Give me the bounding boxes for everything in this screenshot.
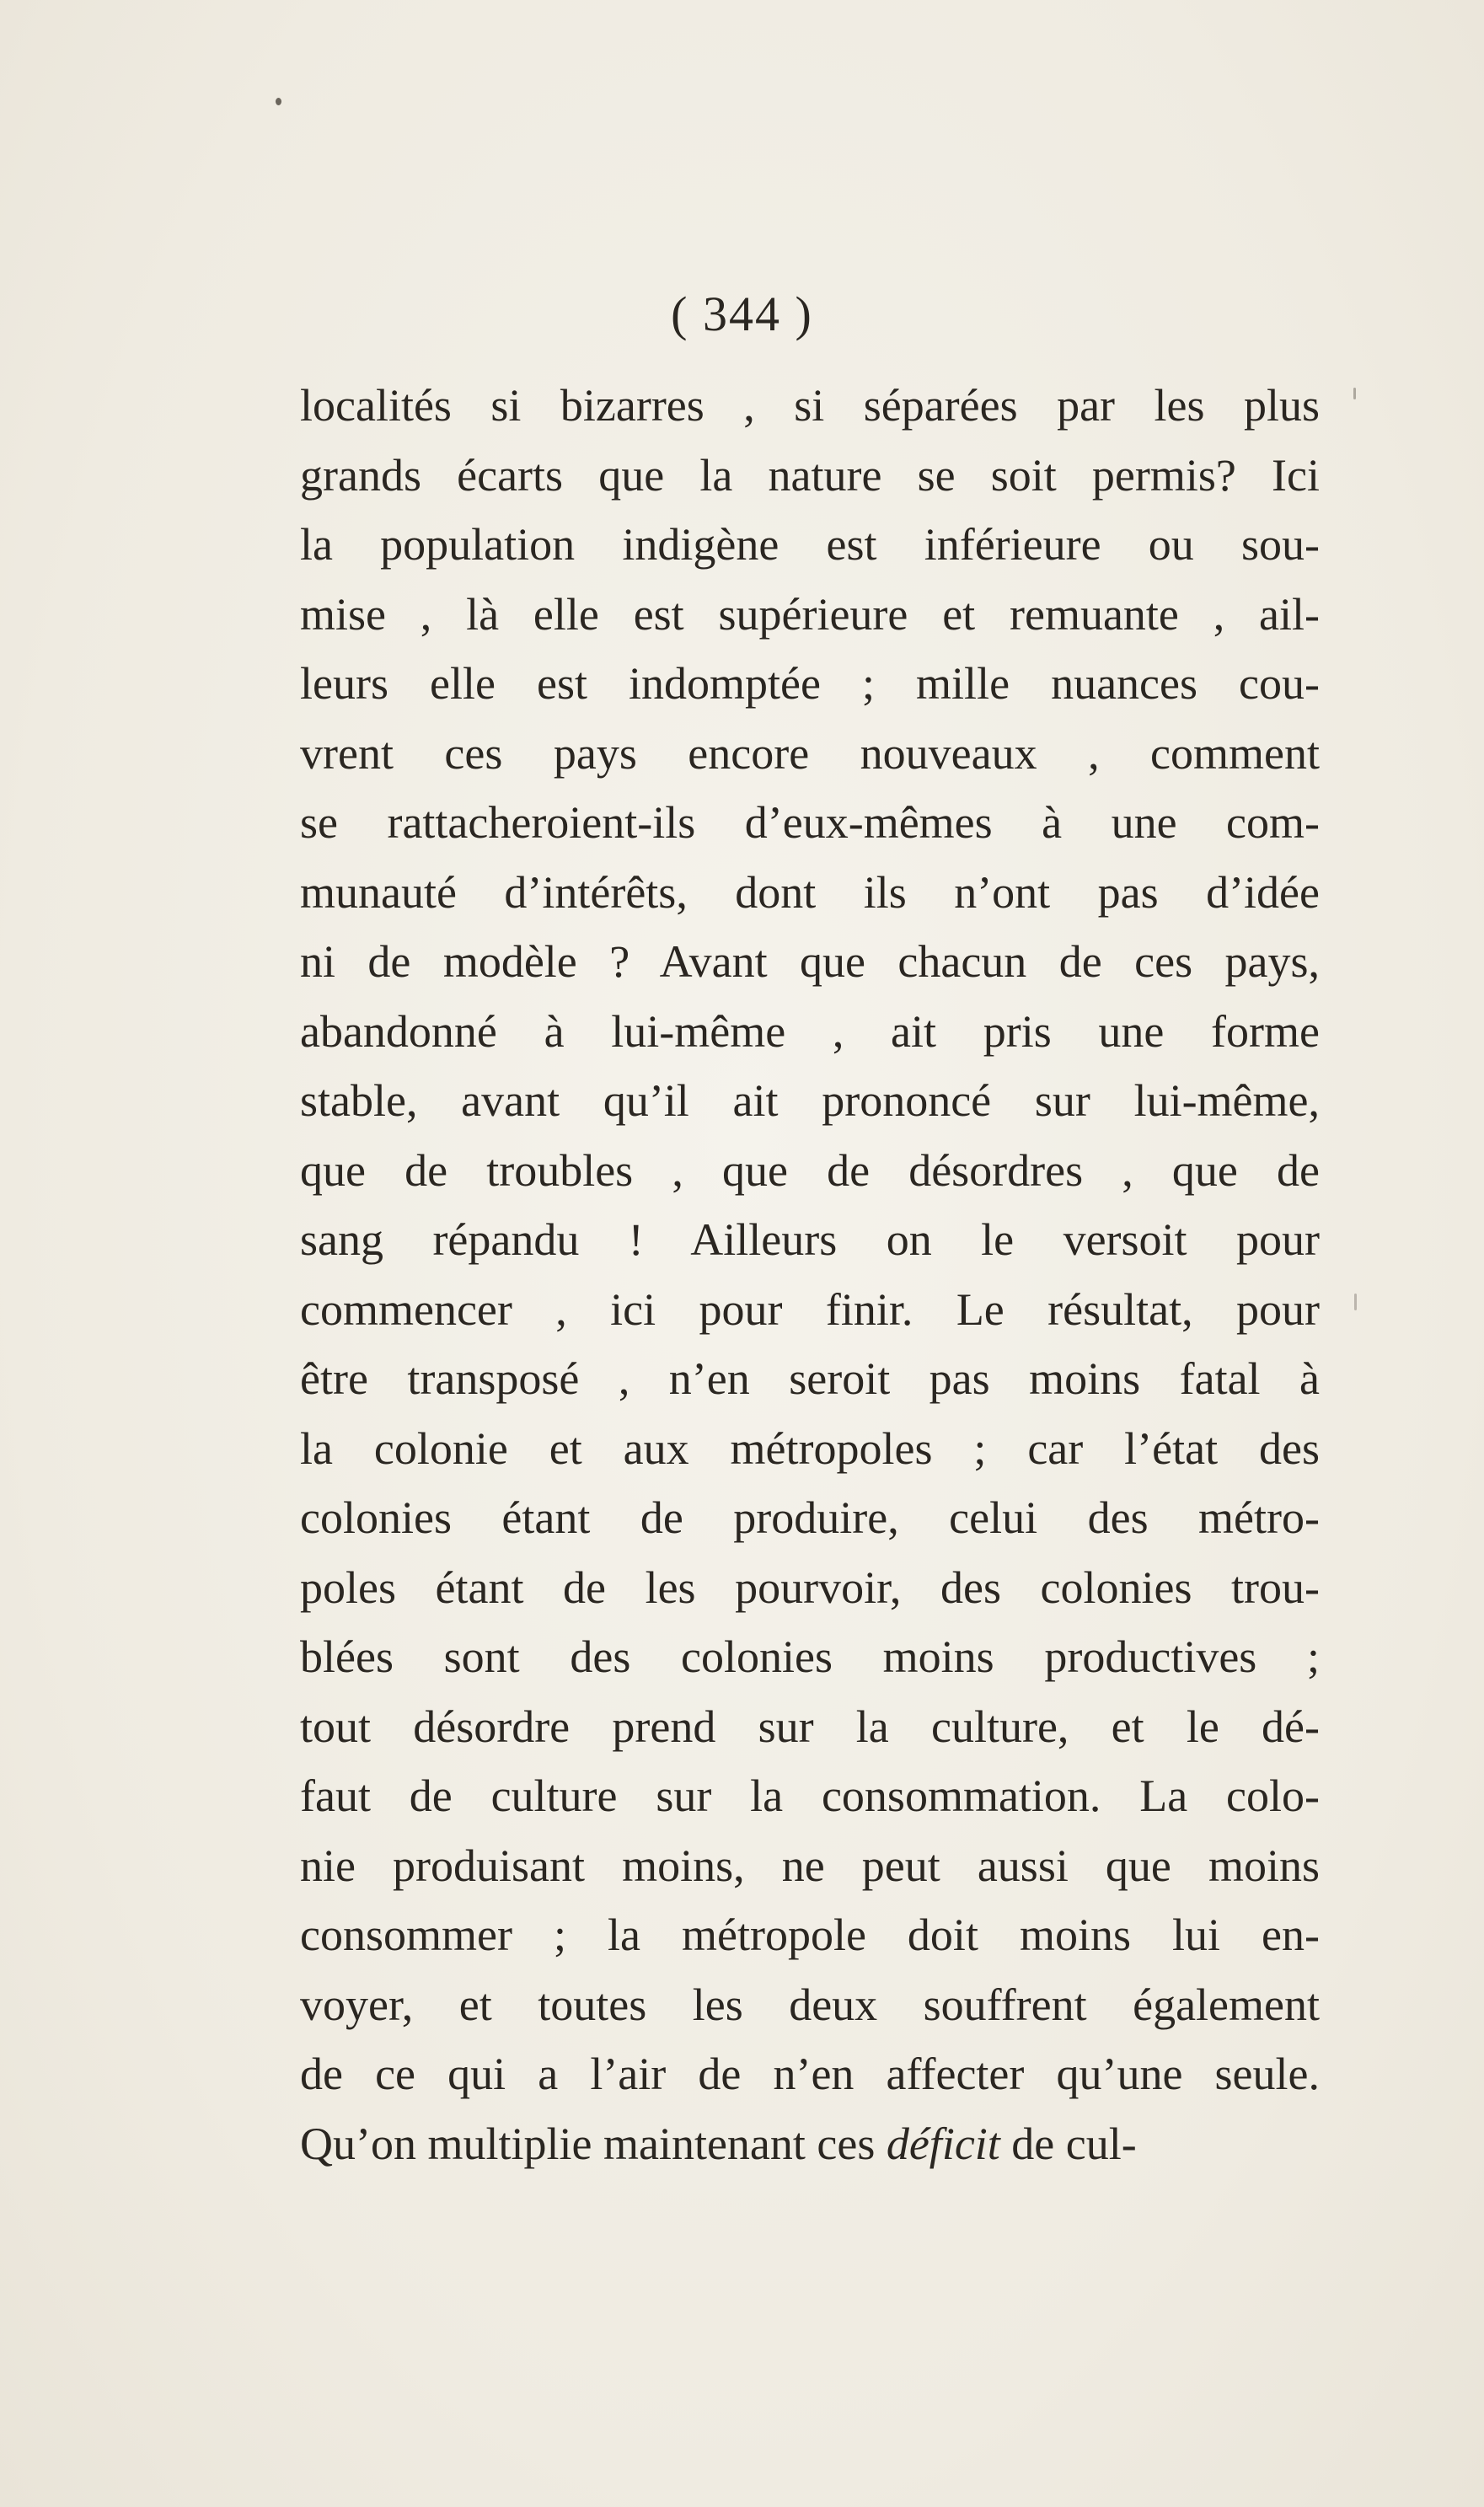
text-line-16: la colonie et aux métropoles ; car l’état des (300, 1422, 1320, 1474)
text-line-18: poles étant de les pourvoir, des colonies trou- (300, 1562, 1320, 1613)
text-line-10: abandonné à lui-même , ait pris une forme (300, 1005, 1320, 1057)
text-line-12: que de troubles , que de désordres , que de (300, 1144, 1320, 1196)
text-line-15: être transposé , n’en seroit pas moins fatal à (300, 1353, 1320, 1404)
body-text (300, 371, 1320, 2178)
text-line-3: la population indigène est inférieure ou sou- (300, 519, 1320, 570)
text-line-26 (300, 2109, 1320, 2179)
paper-speck (276, 98, 281, 105)
text-line-4: mise , là elle est supérieure et remuante , ail- (300, 588, 1320, 640)
text-line-20: tout désordre prend sur la culture, et le dé- (300, 1701, 1320, 1752)
text-line-22: nie produisant moins, ne peut aussi que moins (300, 1840, 1320, 1891)
text-line-14: commencer , ici pour finir. Le résultat, pour (300, 1283, 1320, 1335)
paper-speck (1354, 1294, 1357, 1310)
text-line-19: blées sont des colonies moins productives ; (300, 1631, 1320, 1682)
text-line-8: munauté d’intérêts, dont ils n’ont pas d’idée (300, 866, 1320, 918)
text-line-2: grands écarts que la nature se soit permis? Ici (300, 449, 1320, 501)
text-line-5: leurs elle est indomptée ; mille nuances cou- (300, 658, 1320, 709)
page-number: ( 344 ) (671, 287, 813, 341)
text-line-26-end: de cul- (999, 2118, 1137, 2169)
text-line-1: localités si bizarres , si séparées par les plus (300, 380, 1320, 431)
text-line-13: sang répandu ! Ailleurs on le versoit pour (300, 1214, 1320, 1265)
text-line-24: voyer, et toutes les deux souffrent également (300, 1979, 1320, 2030)
text-line-25: de ce qui a l’air de n’en affecter qu’une seule. (300, 2049, 1320, 2099)
italic-word: déficit (886, 2118, 1000, 2169)
text-line-21: faut de culture sur la consommation. La colo- (300, 1770, 1320, 1821)
text-line-7: se rattacheroient-ils d’eux-mêmes à une com- (300, 797, 1320, 848)
paper-speck (1353, 388, 1356, 399)
text-line-17: colonies étant de produire, celui des métro- (300, 1492, 1320, 1543)
text-line-11: stable, avant qu’il ait prononcé sur lui-même, (300, 1075, 1320, 1126)
text-line-6: vrent ces pays encore nouveaux , comment (300, 727, 1320, 779)
text-line-23: consommer ; la métropole doit moins lui en- (300, 1910, 1320, 1960)
text-line-9: ni de modèle ? Avant que chacun de ces pays, (300, 936, 1320, 987)
text-line-26-start: Qu’on multiplie maintenant ces (300, 2118, 887, 2169)
